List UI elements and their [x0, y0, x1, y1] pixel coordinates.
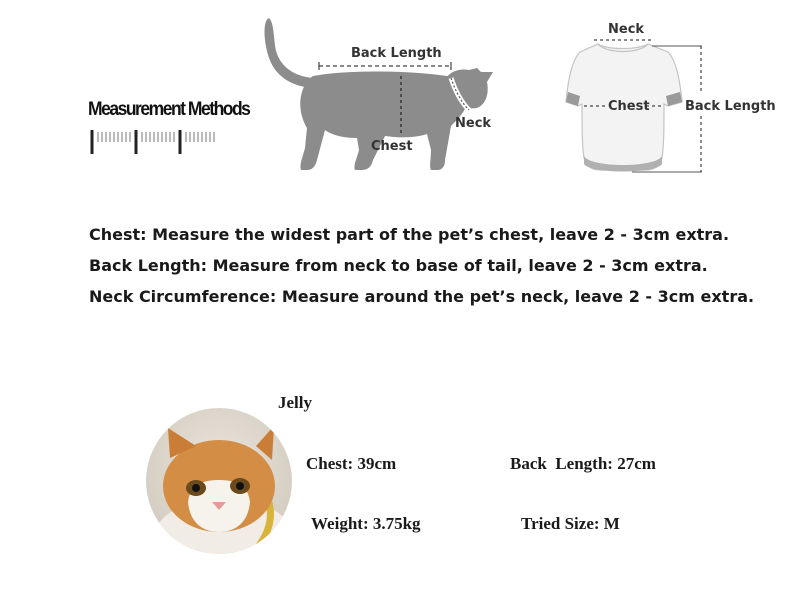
- pet-chest-value: Chest: 39cm: [306, 454, 397, 473]
- shirt-back-length-label: Back Length: [685, 99, 776, 114]
- neck-instruction: Neck Circumference: Measure around the pet’s neck, leave 2 - 3cm extra.: [89, 287, 755, 306]
- pet-tried-size-value: Tried Size: M: [521, 514, 620, 533]
- cat-chest-label: Chest: [371, 139, 413, 154]
- cat-neck-label: Neck: [455, 116, 492, 131]
- back-length-instruction: Back Length: Measure from neck to base of tail, leave 2 - 3cm extra.: [89, 256, 708, 275]
- cat-back-length-label: Back Length: [351, 46, 442, 61]
- shirt-neck-label: Neck: [608, 22, 645, 37]
- pet-back-length-value: Back Length: 27cm: [510, 454, 656, 473]
- cat-diagram: [255, 10, 505, 180]
- ruler-icon: [90, 128, 220, 158]
- pet-name: Jelly: [278, 393, 312, 412]
- shirt-chest-label: Chest: [608, 99, 650, 114]
- measurement-methods-title: Measurement Methods: [88, 99, 250, 120]
- chest-instruction: Chest: Measure the widest part of the pet’s chest, leave 2 - 3cm extra.: [89, 225, 730, 244]
- pet-avatar: [144, 406, 294, 556]
- pet-weight-value: Weight: 3.75kg: [311, 514, 421, 533]
